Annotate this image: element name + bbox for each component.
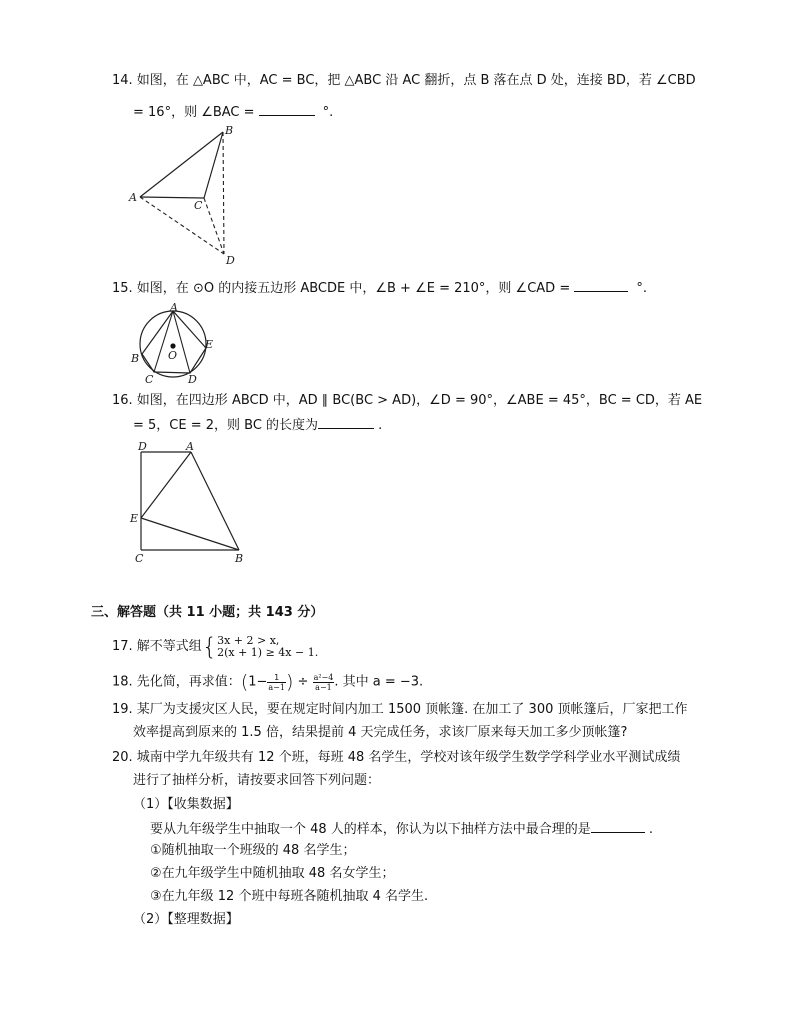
- q14-figure: [128, 122, 248, 267]
- q20-answer-blank[interactable]: [591, 818, 645, 833]
- q14-label-b: B: [225, 124, 234, 137]
- q15-answer-blank[interactable]: [574, 277, 628, 292]
- q16-label-c: C: [135, 552, 144, 565]
- q19-line1: 19. 某厂为支援灾区人民，要在规定时间内加工 1500 顶帐篷. 在加工了 300 顶帐篷后，厂家把工作: [112, 702, 688, 717]
- q20-option-3: ③在九年级 12 个班中每班各随机抽取 4 名学生.: [150, 889, 429, 904]
- q18-div: ÷: [293, 674, 313, 690]
- q15-line: [112, 277, 647, 299]
- q15-label-b: B: [131, 352, 140, 365]
- q17-brace: {: [201, 632, 218, 661]
- q16-line2: [133, 414, 382, 436]
- q17-line: [112, 633, 318, 661]
- q16-label-d: D: [138, 440, 147, 453]
- q15-text-post: °.: [636, 281, 647, 296]
- q14-answer-blank[interactable]: [259, 101, 315, 116]
- q20-part1-label: （1）【收集数据】: [133, 797, 239, 812]
- q16-line1: 16. 如图，在四边形 ABCD 中，AD ∥ BC(BC > AD)，∠D = 90°，∠ABE = 45°，BC = CD，若 AE: [112, 393, 703, 408]
- q15-figure: [130, 301, 220, 386]
- q15-label-c: C: [145, 373, 154, 386]
- q16-figure: [132, 440, 252, 570]
- q18-frac1-den: a−1: [268, 682, 285, 692]
- q15-label-o: O: [168, 349, 178, 362]
- q17-ineq1: 3x + 2 > x,: [217, 633, 280, 647]
- q16-line2-pre: = 5，CE = 2，则 BC 的长度为: [133, 418, 319, 433]
- q14-line1: 14. 如图，在 △ABC 中，AC = BC，把 △ABC 沿 AC 翻折，点 B 落在点 D 处，连接 BD，若 ∠CBD: [112, 73, 696, 88]
- q18-frac1: [267, 673, 286, 692]
- q14-label-c: C: [194, 199, 203, 212]
- q15-text-pre: 15. 如图，在 ⊙O 的内接五边形 ABCDE 中，∠B + ∠E = 210°，则 ∠CAD =: [112, 281, 575, 296]
- q14-line2-post: °.: [322, 105, 334, 120]
- q14-label-d: D: [226, 254, 235, 267]
- q18-frac2: [313, 673, 335, 692]
- q16-label-a: A: [186, 440, 194, 453]
- q20-line2: 进行了抽样分析，请按要求回答下列问题：: [133, 773, 381, 788]
- q14-line2: [133, 101, 333, 123]
- q17-ineq2: 2(x + 1) ≥ 4x − 1.: [217, 645, 319, 659]
- q18-one: 1−: [248, 674, 268, 690]
- q16-answer-blank[interactable]: [318, 414, 374, 429]
- q18-line: 18. 先化简，再求值：(1− $\frac{1}{a-1}$ ) ÷ $\frac{\text{a²−4}}{a-1}$ . 其中 a = −3.: [112, 671, 424, 693]
- q20-part2-label: （2）【整理数据】: [133, 912, 239, 927]
- q15-label-d: D: [188, 373, 197, 386]
- q19-line2: 效率提高到原来的 1.5 倍，结果提前 4 天完成任务，求该厂原来每天加工多少顶帐篷?: [133, 725, 628, 740]
- q18-frac2-num: a²−4: [313, 672, 334, 682]
- q20-option-2: ②在九年级学生中随机抽取 48 名女学生；: [150, 866, 395, 881]
- q15-label-a: A: [170, 301, 178, 314]
- q20-part1-end: .: [648, 822, 653, 837]
- q20-option-1: ①随机抽取一个班级的 48 名学生；: [150, 843, 356, 858]
- q20-part1-text: 要从九年级学生中抽取一个 48 人的样本，你认为以下抽样方法中最合理的是: [150, 822, 591, 837]
- q18-suffix: . 其中 a = −3.: [334, 674, 424, 690]
- q16-label-b: B: [235, 552, 244, 565]
- q15-label-e: E: [205, 338, 214, 351]
- q17-system: [217, 635, 318, 659]
- q16-label-e: E: [130, 512, 139, 525]
- q18-frac2-den: a−1: [315, 682, 332, 692]
- section3-title: 三、解答题（共 11 小题；共 143 分）: [91, 605, 324, 620]
- q18-frac1-num: 1: [267, 673, 286, 683]
- q18-prefix: 18. 先化简，再求值：: [112, 674, 241, 690]
- q20-part1-question: [150, 818, 653, 840]
- q20-line1: 20. 城南中学九年级共有 12 个班，每班 48 名学生，学校对该年级学生数学学科学业水平测试成绩: [112, 750, 681, 765]
- q16-line2-post: .: [378, 418, 383, 433]
- q14-line2-pre: = 16°，则 ∠BAC =: [133, 105, 259, 120]
- q17-prefix: 17. 解不等式组: [112, 639, 202, 654]
- q14-label-a: A: [129, 191, 137, 204]
